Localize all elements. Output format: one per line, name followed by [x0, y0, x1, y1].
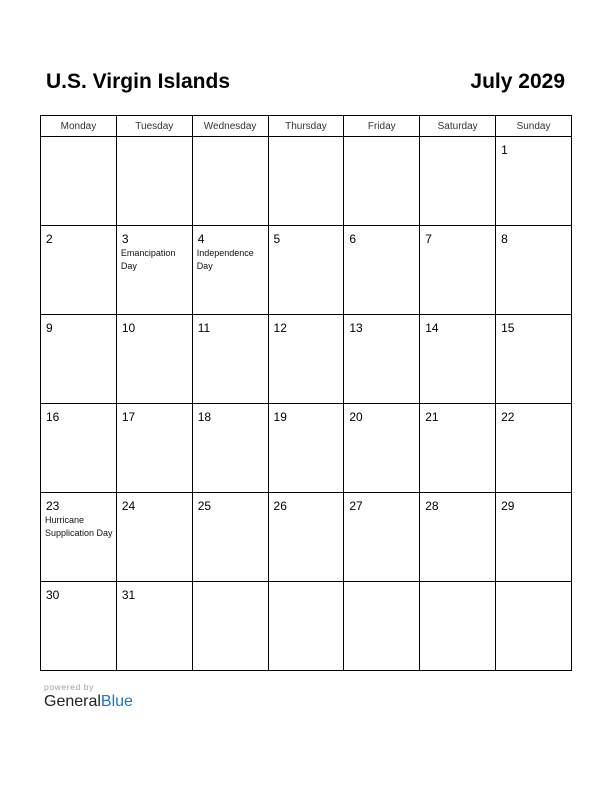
day-number: 12: [273, 321, 287, 335]
day-number: 27: [349, 499, 363, 513]
day-number: 10: [121, 321, 136, 335]
day-cell: [116, 315, 192, 404]
day-number: 26: [273, 499, 287, 513]
day-cell: [496, 493, 572, 582]
day-number: 18: [197, 410, 212, 424]
day-number: 13: [349, 321, 363, 335]
weekday-thursday: Thursday: [268, 116, 344, 137]
weekday-wednesday: Wednesday: [192, 116, 268, 137]
day-cell: [420, 493, 496, 582]
weekday-sunday: Sunday: [496, 116, 572, 137]
day-number: 21: [425, 410, 439, 424]
day-number: 28: [425, 499, 439, 513]
empty-day-cell: [496, 582, 572, 671]
day-cell: [268, 226, 344, 315]
day-cell: [41, 226, 117, 315]
empty-day-cell: [41, 137, 117, 226]
day-cell: [268, 404, 344, 493]
day-cell: [116, 404, 192, 493]
day-cell: [192, 404, 268, 493]
empty-day-cell: [420, 137, 496, 226]
weekday-header-row: [41, 116, 572, 137]
day-number: 15: [501, 321, 515, 335]
day-cell: [344, 404, 420, 493]
day-number: 29: [501, 499, 515, 513]
week-row: [41, 582, 572, 671]
generalblue-logo: [44, 693, 133, 711]
day-number: 8: [501, 232, 508, 246]
day-cell: [268, 493, 344, 582]
week-row: [41, 404, 572, 493]
day-number: 19: [273, 410, 287, 424]
day-cell: [41, 493, 117, 582]
brand-general-text: General: [44, 693, 101, 710]
empty-day-cell: [116, 137, 192, 226]
day-cell: [496, 226, 572, 315]
day-number: 24: [121, 499, 136, 513]
day-number: 5: [273, 232, 281, 246]
day-number: 11: [197, 321, 211, 335]
day-cell: [116, 582, 192, 671]
day-number: 20: [349, 410, 363, 424]
day-cell: [496, 315, 572, 404]
powered-by-label: powered by: [44, 682, 94, 692]
day-cell: [420, 404, 496, 493]
weekday-saturday: Saturday: [420, 116, 496, 137]
day-cell: [420, 226, 496, 315]
day-cell: [192, 226, 268, 315]
day-cell: [41, 404, 117, 493]
day-number: 31: [121, 588, 136, 602]
day-number: 4: [197, 232, 205, 246]
day-cell: [192, 315, 268, 404]
day-number: 2: [46, 232, 53, 246]
week-row: [41, 226, 572, 315]
brand-blue-text: Blue: [100, 693, 133, 710]
holiday-label: Hurricane Supplication Day: [45, 515, 113, 538]
empty-day-cell: [268, 137, 344, 226]
empty-day-cell: [268, 582, 344, 671]
day-cell: [192, 493, 268, 582]
day-cell: [41, 315, 117, 404]
empty-day-cell: [344, 582, 420, 671]
weekday-friday: Friday: [344, 116, 420, 137]
empty-day-cell: [344, 137, 420, 226]
day-number: 9: [46, 321, 53, 335]
empty-day-cell: [420, 582, 496, 671]
day-cell: [268, 315, 344, 404]
day-number: 23: [46, 499, 60, 513]
day-cell: [420, 315, 496, 404]
holiday-label: Independence Day: [196, 248, 254, 271]
week-row: [41, 137, 572, 226]
day-number: 3: [121, 232, 129, 246]
day-number: 16: [46, 410, 60, 424]
day-cell: [344, 226, 420, 315]
week-row: [41, 315, 572, 404]
day-cell: [344, 315, 420, 404]
day-number: 14: [425, 321, 439, 335]
weekday-monday: Monday: [41, 116, 117, 137]
week-row: [41, 493, 572, 582]
calendar-grid: [40, 115, 572, 671]
day-cell: [344, 493, 420, 582]
day-cell: [496, 404, 572, 493]
day-cell: [496, 137, 572, 226]
day-number: 1: [501, 143, 508, 157]
calendar-region-title: U.S. Virgin Islands: [46, 70, 230, 93]
empty-day-cell: [192, 137, 268, 226]
day-cell: [116, 493, 192, 582]
day-cell: [116, 226, 192, 315]
footer-branding: [44, 682, 133, 711]
weekday-tuesday: Tuesday: [116, 116, 192, 137]
day-number: 7: [425, 232, 432, 246]
day-number: 30: [46, 588, 60, 602]
calendar-month-title: July 2029: [470, 70, 565, 93]
day-number: 22: [501, 410, 515, 424]
day-number: 17: [121, 410, 136, 424]
day-number: 25: [197, 499, 212, 513]
day-cell: [41, 582, 117, 671]
empty-day-cell: [192, 582, 268, 671]
day-number: 6: [349, 232, 357, 246]
holiday-label: Emancipation Day: [120, 248, 176, 271]
